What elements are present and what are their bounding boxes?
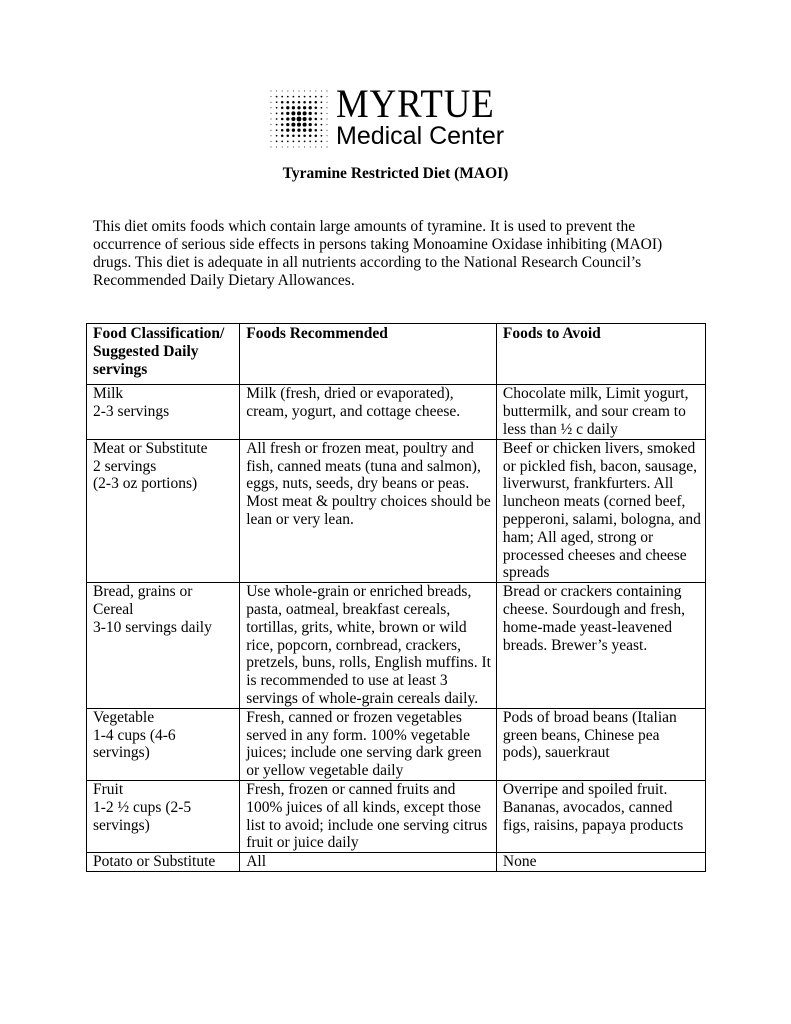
cell-classification: Vegetable 1-4 cups (4-6 servings) [87,708,240,780]
dot-grid-logo-icon [268,88,330,150]
cell-avoid: Beef or chicken livers, smoked or pickled fish, bacon, sausage, liverwurst, frankfurters. All luncheon meats (corned beef, pepperoni, salami, bologna, and ham; All aged, strong or processed cheeses and cheese spreads [496,439,705,582]
cell-classification: Potato or Substitute [87,853,240,872]
logo-subtitle: Medical Center [336,122,505,150]
table-header-row [87,324,706,385]
cell-recommended: All fresh or frozen meat, poultry and fish, canned meats (tuna and salmon), eggs, nuts, seeds, dry beans or peas. Most meat & poultry choices should be lean or very lean. [240,439,497,582]
cell-avoid: Overripe and spoiled fruit. Bananas, avocados, canned figs, raisins, papaya products [496,780,705,852]
cell-avoid: Bread or crackers containing cheese. Sourdough and fresh, home-made yeast-leavened breads. Brewer’s yeast. [496,583,705,709]
cell-classification: Meat or Substitute 2 servings (2-3 oz portions) [87,439,240,582]
cell-avoid: Chocolate milk, Limit yogurt, buttermilk, and sour cream to less than ½ c daily [496,385,705,439]
myrtue-logo [268,81,518,156]
cell-avoid: None [496,853,705,872]
table-row [87,853,706,872]
cell-recommended: Use whole-grain or enriched breads, pasta, oatmeal, breakfast cereals, tortillas, grits, white, brown or wild rice, popcorn, cornbread, crackers, pretzels, buns, rolls, English muffins. It is recommended to use at least 3 servings of whole-grain cereals daily. [240,583,497,709]
cell-classification: Fruit 1-2 ½ cups (2-5 servings) [87,780,240,852]
table-row [87,708,706,780]
cell-recommended: All [240,853,497,872]
table-row [87,439,706,582]
cell-avoid: Pods of broad beans (Italian green beans, Chinese pea pods), sauerkraut [496,708,705,780]
cell-recommended: Milk (fresh, dried or evaporated), cream, yogurt, and cottage cheese. [240,385,497,439]
cell-recommended: Fresh, frozen or canned fruits and 100% juices of all kinds, except those list to avoid; include one serving citrus fruit or juice daily [240,780,497,852]
logo-name: MYRTUE [336,81,495,126]
intro-paragraph: This diet omits foods which contain large amounts of tyramine. It is used to prevent the occurrence of serious side effects in persons taking Monoamine Oxidase inhibiting (MAOI) drugs. This diet is adequate in all nutrients according to the National Research Council’s Recommended Daily Dietary Allowances. [93,218,663,289]
header-classification: Food Classification/ Suggested Daily servings [87,324,240,385]
page-title: Tyramine Restricted Diet (MAOI) [282,165,509,182]
cell-classification: Milk 2-3 servings [87,385,240,439]
cell-classification: Bread, grains or Cereal 3-10 servings daily [87,583,240,709]
table-row [87,583,706,709]
cell-recommended: Fresh, canned or frozen vegetables served in any form. 100% vegetable juices; include one serving dark green or yellow vegetable daily [240,708,497,780]
table-row [87,385,706,439]
diet-table [86,323,706,872]
header-recommended: Foods Recommended [240,324,497,385]
table-row [87,780,706,852]
header-avoid: Foods to Avoid [496,324,705,385]
